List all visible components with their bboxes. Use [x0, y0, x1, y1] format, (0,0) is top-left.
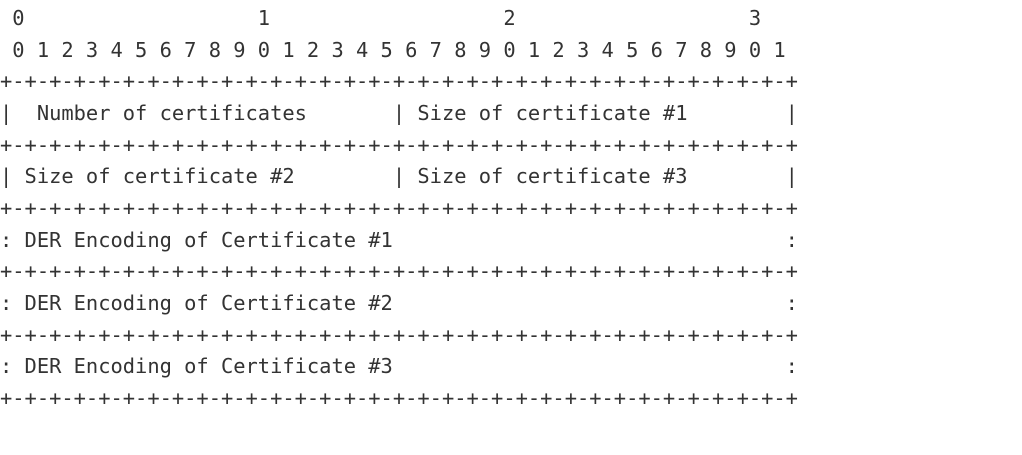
row-der-encoding-certificate-2: : DER Encoding of Certificate #2 :	[0, 291, 798, 315]
row-border: +-+-+-+-+-+-+-+-+-+-+-+-+-+-+-+-+-+-+-+-+-+-+-+-+-+-+-+-+-+-+-+-+	[0, 196, 798, 220]
row-border: +-+-+-+-+-+-+-+-+-+-+-+-+-+-+-+-+-+-+-+-+-+-+-+-+-+-+-+-+-+-+-+-+	[0, 323, 798, 347]
row-border: +-+-+-+-+-+-+-+-+-+-+-+-+-+-+-+-+-+-+-+-+-+-+-+-+-+-+-+-+-+-+-+-+	[0, 69, 798, 93]
row-border: +-+-+-+-+-+-+-+-+-+-+-+-+-+-+-+-+-+-+-+-+-+-+-+-+-+-+-+-+-+-+-+-+	[0, 386, 798, 410]
row-border: +-+-+-+-+-+-+-+-+-+-+-+-+-+-+-+-+-+-+-+-+-+-+-+-+-+-+-+-+-+-+-+-+	[0, 259, 798, 283]
row-der-encoding-certificate-1: : DER Encoding of Certificate #1 :	[0, 228, 798, 252]
bit-units-ruler: 0 1 2 3 4 5 6 7 8 9 0 1 2 3 4 5 6 7 8 9 0 1 2 3 4 5 6 7 8 9 0 1	[0, 38, 786, 62]
bit-tens-ruler: 0 1 2 3	[0, 6, 762, 30]
row-der-encoding-certificate-3: : DER Encoding of Certificate #3 :	[0, 354, 798, 378]
row-certificate-sizes-2-3: | Size of certificate #2 | Size of certificate #3 |	[0, 164, 798, 188]
row-border: +-+-+-+-+-+-+-+-+-+-+-+-+-+-+-+-+-+-+-+-+-+-+-+-+-+-+-+-+-+-+-+-+	[0, 133, 798, 157]
row-certificate-count-and-size-1: | Number of certificates | Size of certificate #1 |	[0, 101, 798, 125]
